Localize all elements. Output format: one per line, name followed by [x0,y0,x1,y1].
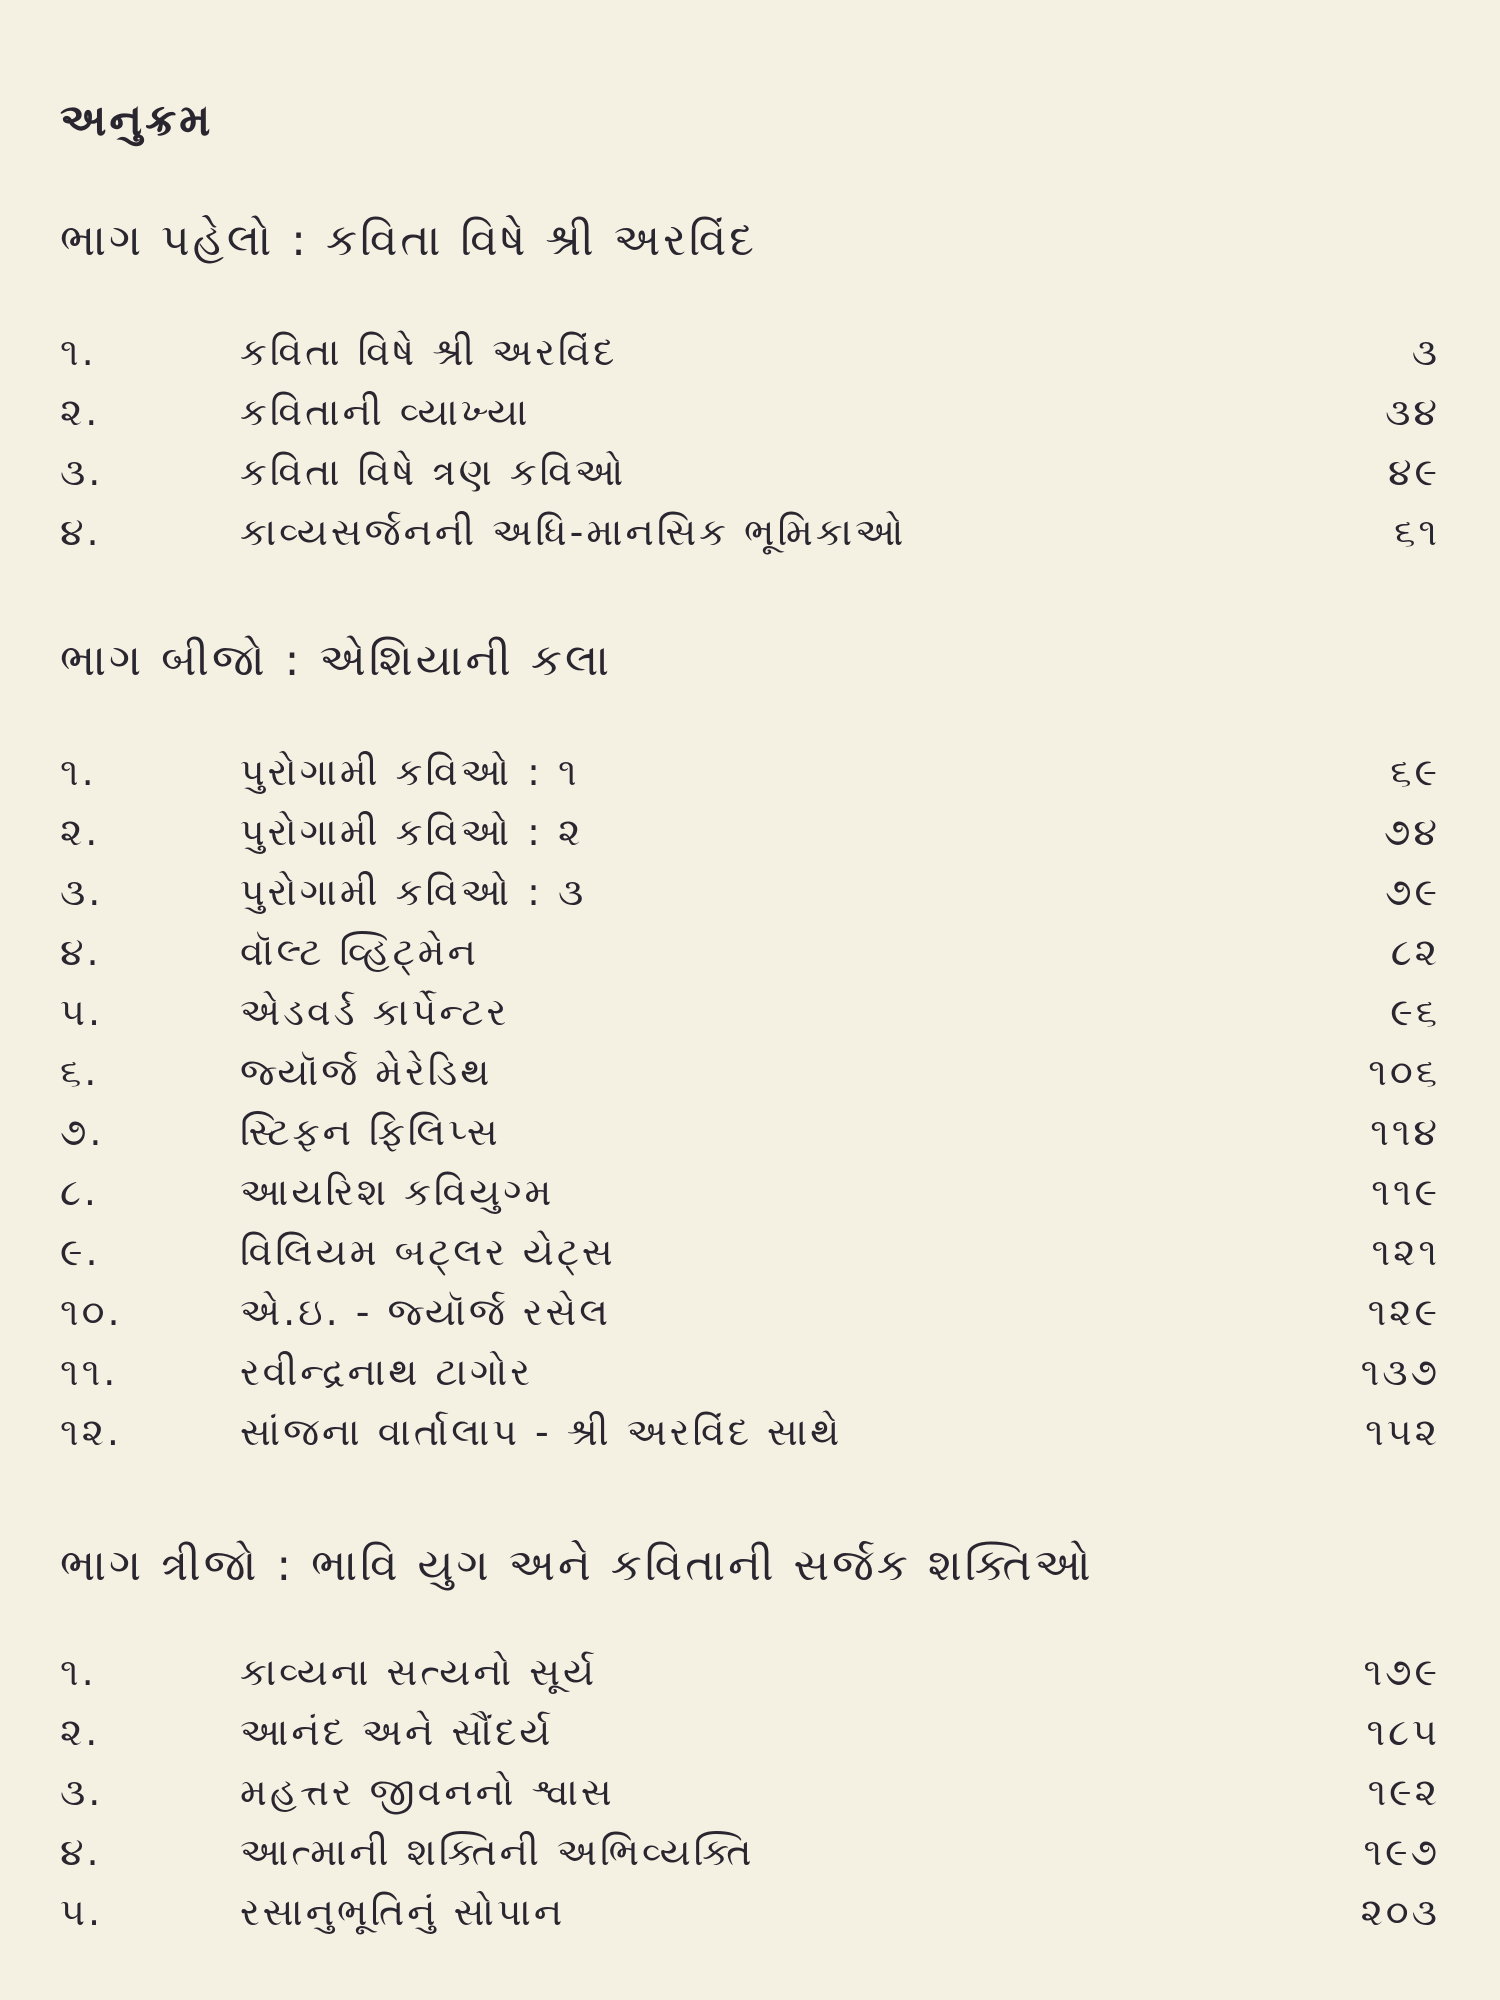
toc-row[interactable] [60,390,1440,446]
item-title: એડવર્ડ કાર્પેન્ટર [240,990,510,1034]
item-page: ૧૯૨ [1367,1770,1440,1814]
item-number: ૩. [60,1770,104,1814]
toc-row[interactable] [60,450,1440,506]
item-number: ૨. [60,1710,101,1754]
item-page: ૯૬ [1390,990,1440,1034]
item-number: ૧. [60,1650,97,1694]
item-number: ૯. [60,1230,101,1274]
toc-row[interactable] [60,1290,1440,1346]
toc-row[interactable] [60,1650,1440,1706]
item-title: કવિતા વિષે ત્રણ કવિઓ [240,450,627,494]
item-page: ૮૨ [1390,930,1440,974]
toc-row[interactable] [60,1830,1440,1886]
toc-row[interactable] [60,1050,1440,1106]
item-title: એ.ઇ. - જ્યૉર્જ રસેલ [240,1290,612,1334]
item-number: ૭. [60,1110,105,1154]
item-page: ૧૧૯ [1371,1170,1440,1214]
section-title-part-2: ભાગ બીજો : એશિયાની કલા [60,635,612,686]
toc-row[interactable] [60,1890,1440,1946]
item-page: ૧૧૪ [1370,1110,1440,1154]
item-title: આયરિશ કવિયુગ્મ [240,1170,555,1214]
item-page: ૬૯ [1390,750,1440,794]
item-title: સ્ટિફન ફિલિપ્સ [240,1110,501,1154]
item-number: ૪. [60,930,102,974]
item-title: કવિતાની વ્યાખ્યા [240,390,531,434]
item-title: કાવ્યસર્જનની અધિ-માનસિક ભૂમિકાઓ [240,510,907,554]
toc-row[interactable] [60,1170,1440,1226]
item-title: વિલિયમ બટ્લર યેટ્સ [240,1230,616,1274]
item-number: ૮. [60,1170,99,1214]
item-number: ૪. [60,510,102,554]
item-title: કાવ્યના સત્યનો સૂર્ય [240,1650,598,1694]
item-title: પુરોગામી કવિઓ : ૩ [240,870,587,914]
item-page: ૬૧ [1394,510,1440,554]
item-title: રસાનુભૂતિનું સોપાન [240,1890,566,1934]
item-number: ૨. [60,810,101,854]
toc-row[interactable] [60,1110,1440,1166]
section-title-part-1: ભાગ પહેલો : કવિતા વિષે શ્રી અરવિંદ [60,215,757,266]
item-title: કવિતા વિષે શ્રી અરવિંદ [240,330,618,374]
item-page: ૩૪ [1385,390,1440,434]
toc-row[interactable] [60,1770,1440,1826]
toc-row[interactable] [60,990,1440,1046]
item-number: ૨. [60,390,101,434]
item-page: ૧૦૬ [1368,1050,1440,1094]
item-title: સાંજના વાર્તાલાપ - શ્રી અરવિંદ સાથે [240,1410,843,1454]
toc-row[interactable] [60,510,1440,566]
item-number: ૧૧. [60,1350,119,1394]
item-page: ૧૮૫ [1366,1710,1440,1754]
item-page: ૭૪ [1384,810,1440,854]
toc-row[interactable] [60,330,1440,386]
item-number: ૧. [60,750,97,794]
item-number: ૧૦. [60,1290,123,1334]
toc-row[interactable] [60,1230,1440,1286]
item-number: ૪. [60,1830,102,1874]
item-title: મહત્તર જીવનનો શ્વાસ [240,1770,615,1814]
toc-row[interactable] [60,1350,1440,1406]
item-number: ૧. [60,330,97,374]
toc-row[interactable] [60,810,1440,866]
toc-row[interactable] [60,1410,1440,1466]
item-number: ૬. [60,1050,100,1094]
item-title: જ્યૉર્જ મેરેડિથ [240,1050,493,1094]
item-number: ૫. [60,990,104,1034]
item-page: ૧૫૨ [1365,1410,1440,1454]
item-number: ૩. [60,870,104,914]
page-heading: અનુક્રમ [60,95,214,146]
item-title: રવીન્દ્રનાથ ટાગોર [240,1350,533,1394]
item-number: ૫. [60,1890,104,1934]
item-number: ૧૨. [60,1410,123,1454]
item-title: પુરોગામી કવિઓ : ૧ [240,750,580,794]
item-page: ૧૯૭ [1363,1830,1440,1874]
item-title: આનંદ અને સૌંદર્ય [240,1710,554,1754]
item-page: ૧૨૯ [1367,1290,1440,1334]
item-title: આત્માની શક્તિની અભિવ્યક્તિ [240,1830,755,1874]
item-page: ૩ [1411,330,1440,374]
item-page: ૧૭૯ [1363,1650,1440,1694]
item-page: ૧૩૭ [1360,1350,1440,1394]
toc-row[interactable] [60,870,1440,926]
item-page: ૧૨૧ [1371,1230,1440,1274]
section-title-part-3: ભાગ ત્રીજો : ભાવિ યુગ અને કવિતાની સર્જક શક્તિઓ [60,1540,1094,1591]
toc-row[interactable] [60,1710,1440,1766]
item-page: ૨૦૩ [1360,1890,1440,1934]
toc-row[interactable] [60,750,1440,806]
item-title: વૉલ્ટ વ્હિટ્મેન [240,930,479,974]
item-page: ૭૯ [1385,870,1440,914]
toc-row[interactable] [60,930,1440,986]
item-page: ૪૯ [1387,450,1440,494]
item-number: ૩. [60,450,104,494]
item-title: પુરોગામી કવિઓ : ૨ [240,810,584,854]
